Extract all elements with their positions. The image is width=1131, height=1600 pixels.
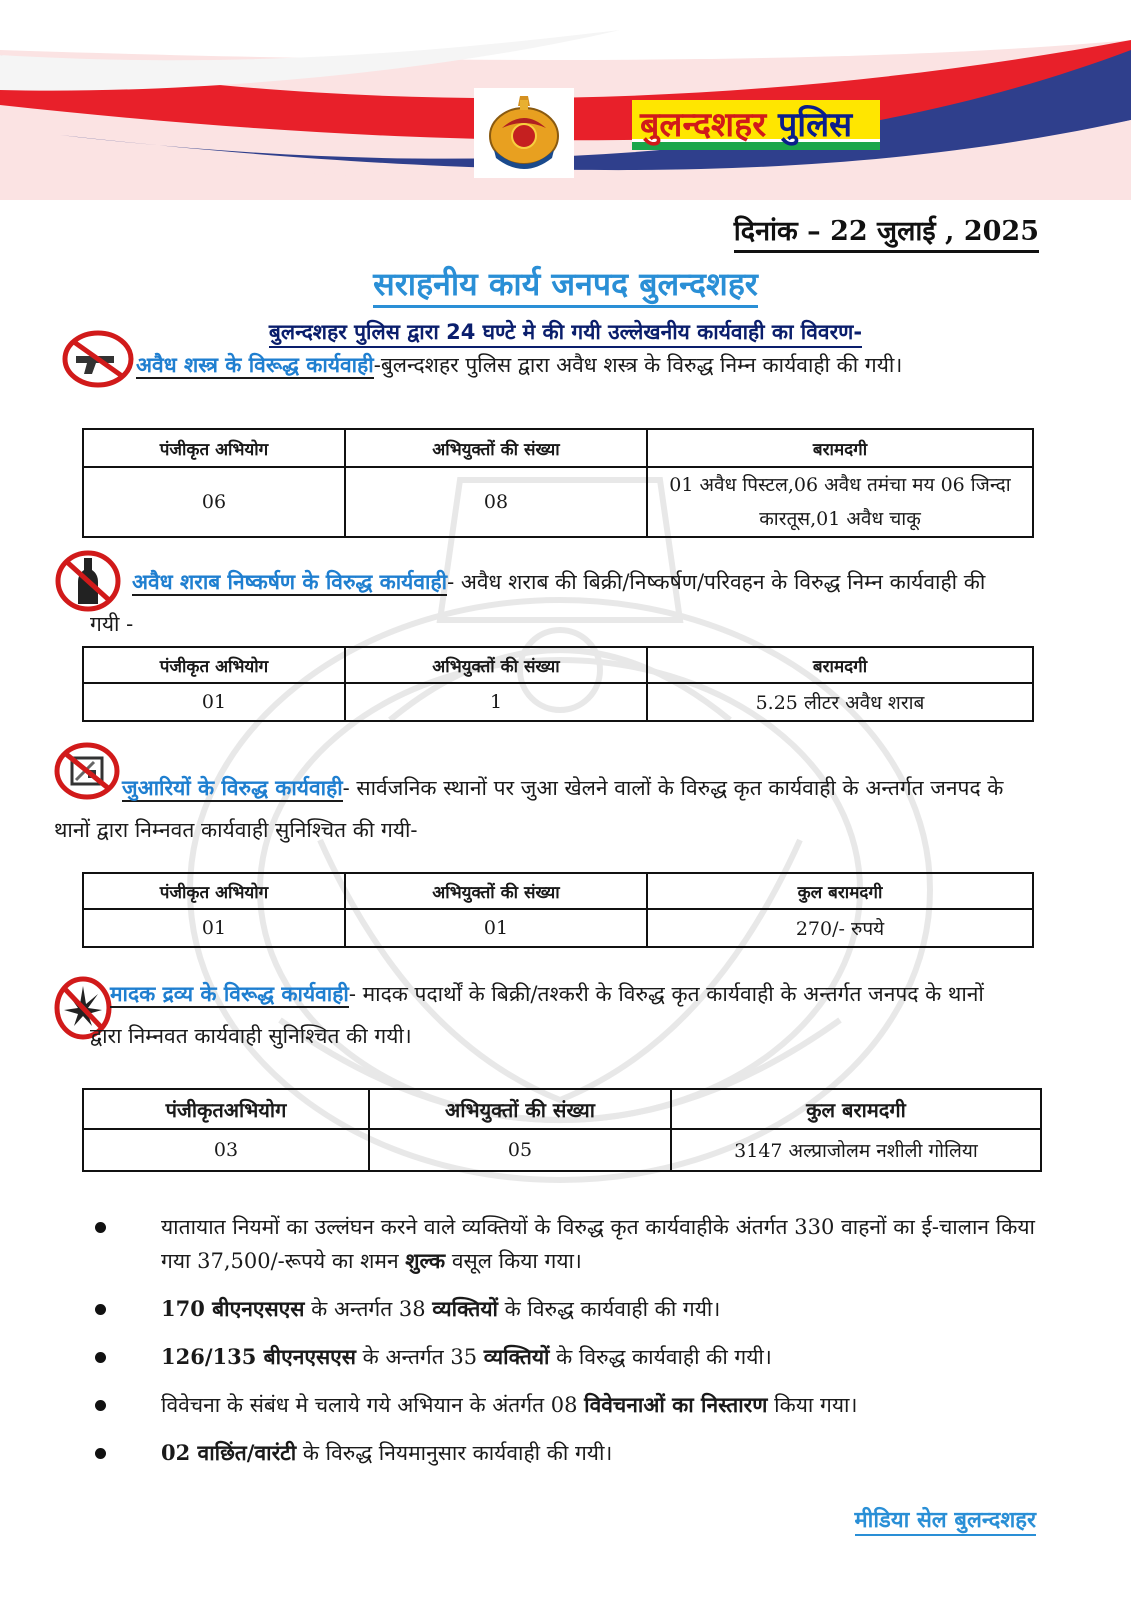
column-header: पंजीकृत अभियोग bbox=[83, 429, 345, 467]
section-liquor-heading: अवैध शराब निष्कर्षण के विरुद्ध कार्यवाही bbox=[132, 570, 448, 594]
list-item-text: यातायात नियमों का उल्लंघन करने वाले व्यक्तियों के विरुद्ध कृत कार्यवाहीके अंतर्गत 330 वाहनों का ई-चालान किया गया 37,500/-रूपये का शमन bbox=[161, 1215, 1035, 1273]
section-gambling-text bbox=[54, 767, 1020, 851]
table-cell: 3147 अल्प्राजोलम नशीली गोलिया bbox=[671, 1129, 1041, 1171]
section-gambling-heading: जुआरियों के विरुद्ध कार्यवाही bbox=[122, 776, 343, 800]
column-header: कुल बरामदगी bbox=[647, 873, 1033, 909]
table-cell: 05 bbox=[369, 1129, 671, 1171]
column-header: अभियुक्तों की संख्या bbox=[345, 429, 647, 467]
column-header: कुल बरामदगी bbox=[671, 1089, 1041, 1129]
media-cell-signature: मीडिया सेल बुलन्दशहर bbox=[855, 1504, 1037, 1536]
section-gambling-desc: - सार्वजनिक स्थानों पर जुआ खेलने वालों के विरुद्ध कृत कार्यवाही के अन्तर्गत जनपद के थानों द्वारा निम्नवत कार्यवाही सुनिश्चित की गयी- bbox=[54, 776, 1004, 842]
section-liquor-text bbox=[90, 561, 1020, 645]
list-item-text: वसूल किया गया। bbox=[445, 1249, 582, 1273]
column-header: बरामदगी bbox=[647, 429, 1033, 467]
section-liquor-desc: - अवैध शराब की बिक्री/निष्कर्षण/परिवहन के विरुद्ध निम्न कार्यवाही की गयी - bbox=[90, 570, 986, 636]
column-header: पंजीकृत अभियोग bbox=[83, 873, 345, 909]
section-drugs-text bbox=[90, 973, 1020, 1057]
table-cell: 1 bbox=[345, 683, 647, 721]
column-header: पंजीकृतअभियोग bbox=[83, 1089, 369, 1129]
list-item-text: व्यक्तियों bbox=[483, 1344, 550, 1369]
section-weapons-desc: -बुलन्दशहर पुलिस द्वारा अवैध शस्त्र के विरुद्ध निम्न कार्यवाही की गयी। bbox=[373, 353, 903, 377]
table-cell: 01 bbox=[83, 683, 345, 721]
table-cell: 01 bbox=[345, 909, 647, 947]
gambling-table bbox=[82, 872, 1034, 948]
page-title: सराहनीय कार्य जनपद बुलन्दशहर bbox=[0, 262, 1131, 305]
list-item-text: 02 वाछिंत/वारंटी bbox=[161, 1440, 297, 1465]
table-cell: 270/- रुपये bbox=[647, 909, 1033, 947]
list-item-text: शुल्क bbox=[405, 1248, 446, 1273]
list-item bbox=[95, 1210, 1035, 1278]
up-police-emblem-icon bbox=[474, 88, 574, 178]
drugs-table bbox=[82, 1088, 1042, 1172]
table-cell: 5.25 लीटर अवैध शराब bbox=[647, 683, 1033, 721]
list-item-text: के अन्तर्गत 35 bbox=[355, 1345, 484, 1369]
list-item-text: के विरुद्ध कार्यवाही की गयी। bbox=[549, 1345, 772, 1369]
summary-list bbox=[95, 1210, 1035, 1484]
column-header: पंजीकृत अभियोग bbox=[83, 647, 345, 683]
list-item-text: के विरुद्ध कार्यवाही की गयी। bbox=[497, 1297, 721, 1321]
table-cell: 08 bbox=[345, 467, 647, 537]
report-date: दिनांक – 22 जुलाई , 2025 bbox=[734, 214, 1039, 253]
column-header: अभियुक्तों की संख्या bbox=[345, 873, 647, 909]
list-item bbox=[95, 1436, 1035, 1470]
section-drugs-desc: - मादक पदार्थों के बिक्री/तश्करी के विरुद्ध कृत कार्यवाही के अन्तर्गत जनपद के थानों द्वारा निम्नवत कार्यवाही सुनिश्चित की गयी। bbox=[90, 982, 984, 1048]
column-header: बरामदगी bbox=[647, 647, 1033, 683]
list-item-text: 170 बीएनएसएस bbox=[161, 1296, 305, 1321]
list-item-text: के विरुद्ध नियमानुसार कार्यवाही की गयी। bbox=[296, 1441, 613, 1465]
list-item-text: के अन्तर्गत 38 bbox=[304, 1297, 433, 1321]
column-header: अभियुक्तों की संख्या bbox=[369, 1089, 671, 1129]
brand-police: पुलिस bbox=[777, 105, 853, 145]
section-drugs-heading: मादक द्रव्य के विरूद्ध कार्यवाही bbox=[110, 982, 349, 1006]
table-cell: 01 bbox=[83, 909, 345, 947]
list-item bbox=[95, 1292, 1035, 1326]
weapons-table bbox=[82, 428, 1034, 538]
table-cell: 01 अवैध पिस्टल,06 अवैध तमंचा मय 06 जिन्दा कारतूस,01 अवैध चाकू bbox=[647, 467, 1033, 537]
list-item-text: किया गया। bbox=[767, 1393, 858, 1417]
section-weapons-heading: अवैध शस्त्र के विरूद्ध कार्यवाही bbox=[136, 353, 374, 377]
brand-city: बुलन्दशहर bbox=[640, 105, 767, 145]
column-header: अभियुक्तों की संख्या bbox=[345, 647, 647, 683]
list-item-text: विवेचना के संबंध मे चलाये गये अभियान के अंतर्गत 08 bbox=[161, 1393, 585, 1417]
section-weapons-text bbox=[90, 344, 1020, 386]
list-item-text: विवेचनाओं का निस्तारण bbox=[584, 1392, 768, 1417]
page-subtitle: बुलन्दशहर पुलिस द्वारा 24 घण्टे मे की गयी उल्लेखनीय कार्यवाही का विवरण- bbox=[0, 318, 1131, 346]
list-item bbox=[95, 1340, 1035, 1374]
list-item-text: 126/135 बीएनएसएस bbox=[161, 1344, 356, 1369]
table-cell: 06 bbox=[83, 467, 345, 537]
table-cell: 03 bbox=[83, 1129, 369, 1171]
list-item bbox=[95, 1388, 1035, 1422]
brand-title bbox=[632, 100, 880, 150]
list-item-text: व्यक्तियों bbox=[432, 1296, 498, 1321]
liquor-table bbox=[82, 646, 1034, 722]
